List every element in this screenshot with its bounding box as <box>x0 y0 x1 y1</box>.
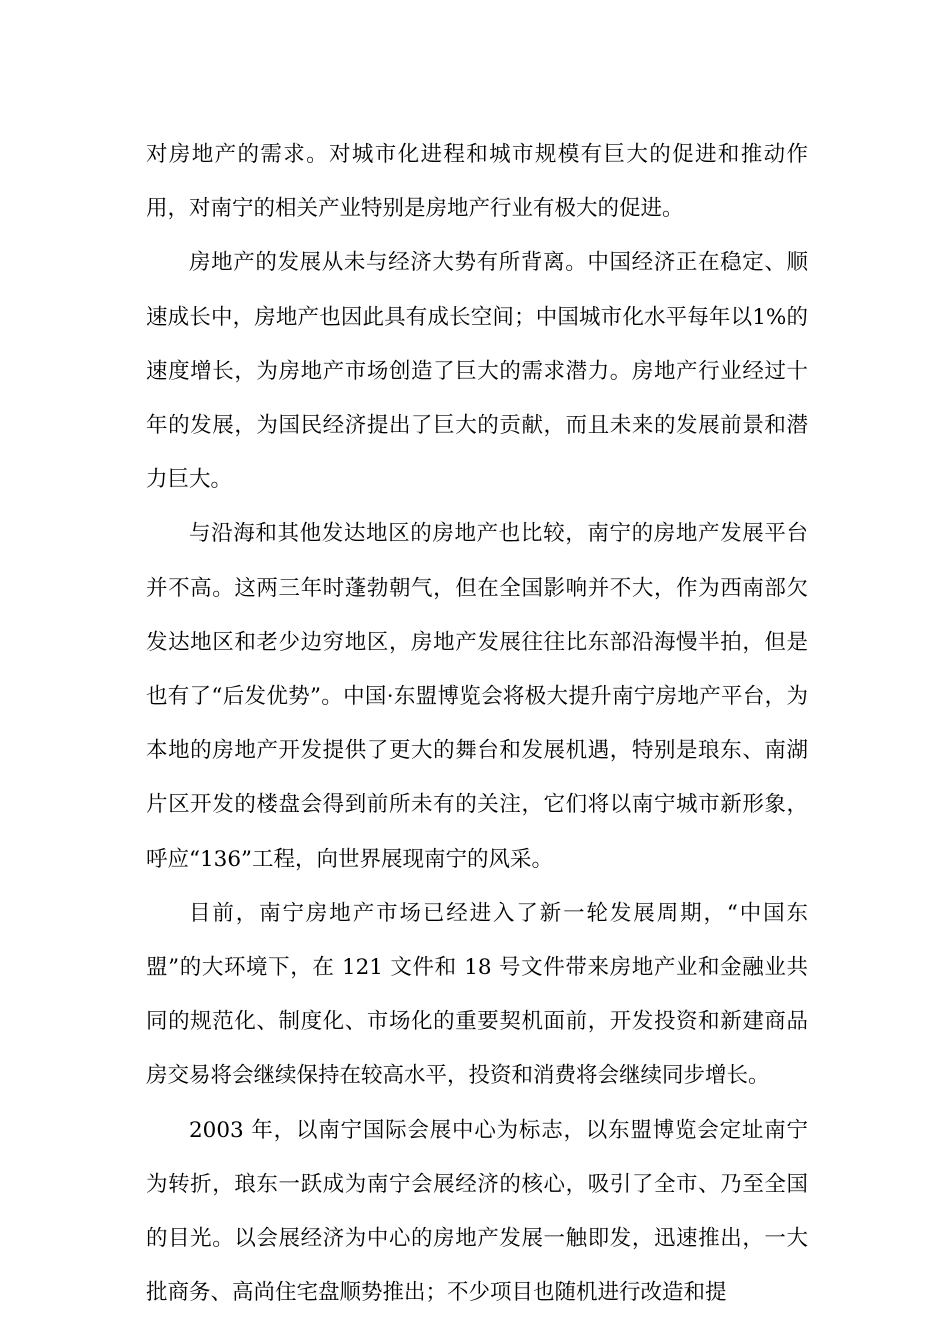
body-text <box>146 128 808 1320</box>
paragraph-current-market: 目前，南宁房地产市场已经进入了新一轮发展周期，“中国东盟”的大环境下，在 121 文件和 18 号文件带来房地产业和金融业共同的规范化、制度化、市场化的重要契机面前，开发投资和新建商品房交易将会继续保持在较高水平，投资和消费将会继续同步增长。 <box>146 900 808 1089</box>
paragraph-development-trend: 房地产的发展从未与经济大势有所背离。中国经济正在稳定、顺速成长中，房地产也因此具有成长空间；中国城市化水平每年以1%的速度增长，为房地产市场创造了巨大的需求潜力。房地产行业经过十年的发展，为国民经济提出了巨大的贡献，而且未来的发展前景和潜力巨大。 <box>146 250 808 493</box>
paragraph-2003: 2003 年，以南宁国际会展中心为标志，以东盟博览会定址南宁为转折，琅东一跃成为南宁会展经济的核心，吸引了全市、乃至全国的目光。以会展经济为中心的房地产发展一触即发，迅速推出，一大批商务、高尚住宅盘顺势推出；不少项目也随机进行改造和提 <box>146 1117 808 1306</box>
paragraph-comparison: 与沿海和其他发达地区的房地产也比较，南宁的房地产发展平台并不高。这两三年时蓬勃朝气，但在全国影响并不大，作为西南部欠发达地区和老少边穷地区，房地产发展往往比东部沿海慢半拍，但是也有了“后发优势”。中国·东盟博览会将极大提升南宁房地产平台，为本地的房地产开发提供了更大的舞台和发展机遇，特别是琅东、南湖片区开发的楼盘会得到前所未有的关注，它们将以南宁城市新形象，呼应“136”工程，向世界展现南宁的风采。 <box>146 521 808 872</box>
paragraph-continuation: 对房地产的需求。对城市化进程和城市规模有巨大的促进和推动作用，对南宁的相关产业特别是房地产行业有极大的促进。 <box>146 142 808 222</box>
